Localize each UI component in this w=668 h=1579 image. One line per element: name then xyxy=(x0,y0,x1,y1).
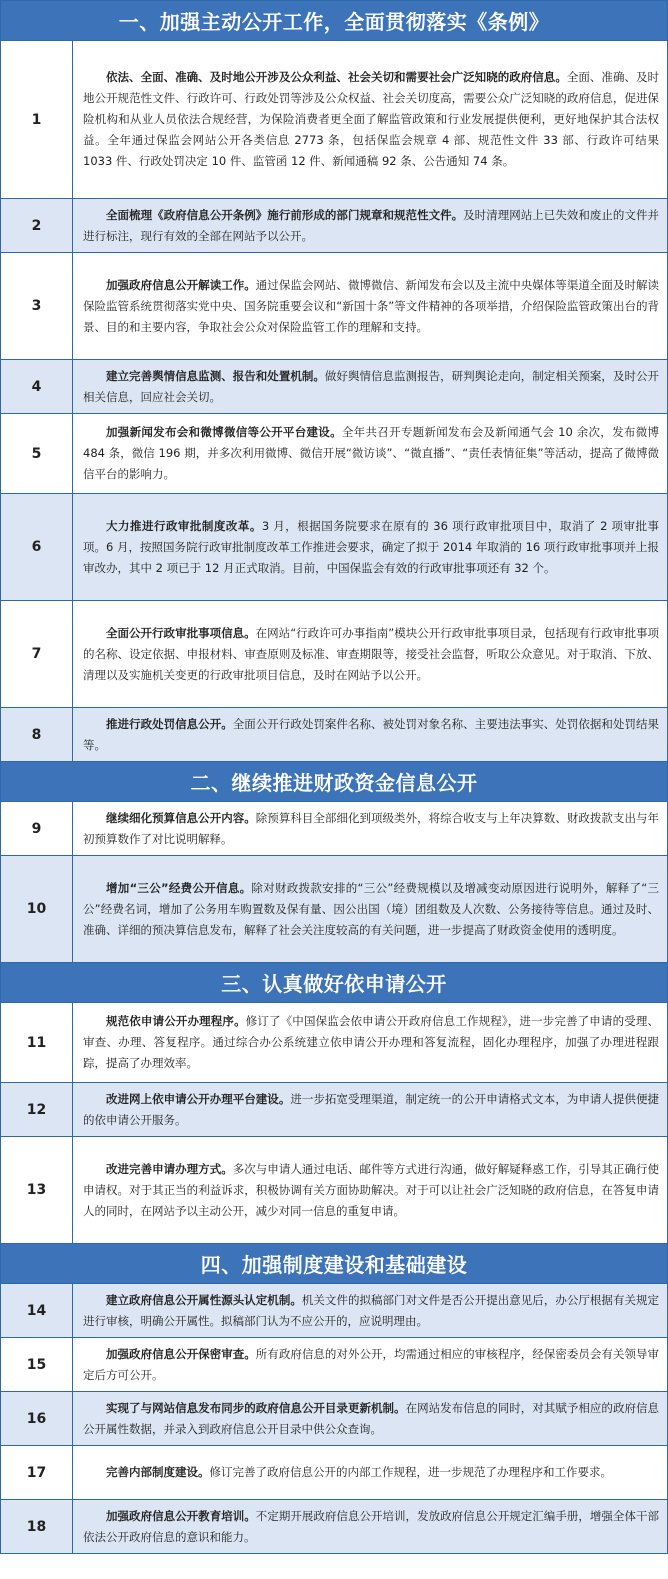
item-content xyxy=(73,1500,668,1554)
table-row xyxy=(1,1284,668,1338)
item-number: 5 xyxy=(1,414,73,494)
item-content xyxy=(73,856,668,963)
item-content xyxy=(73,601,668,708)
item-text: 在网站发布信息的同时，对其赋予相应的政府信息公开属性数据，并录入到政府信息公开目录中供公众查询。 xyxy=(83,1400,660,1436)
item-content xyxy=(73,1446,668,1500)
item-content xyxy=(73,199,668,253)
item-text: 3 月，根据国务院要求在原有的 36 项行政审批项目中，取消了 2 项审批事项。6 月，按照国务院行政审批制度改革工作推进会要求，确定了拟于 2014 年取消的 16 项行政审批事项并上报审改办，其中 2 项已于 12 月正式取消。目前，中国保监会有效的行政审批事项还有 32 个。 xyxy=(83,518,659,575)
item-text: 全面、准确、及时地公开规范性文件、行政许可、行政处罚等涉及公众权益、社会关切度高，需要公众广泛知晓的政府信息，促进保险机构和从业人员依法合规经营，为保险消费者更全面了解监管政策和行业发展提供便利，更好地保护其合法权益。全年通过保监会网站公开各类信息 2773 条，包括保监会规章 4 部、规范性文件 33 部、行政许可结果 1033 件、行政处罚决定 10 件、监管函 12 件、新闻通稿 92 条、公告通知 74 条。 xyxy=(83,70,660,168)
item-heading: 全面公开行政审批事项信息。 xyxy=(106,625,256,640)
item-heading: 改进网上依申请公开办理平台建设。 xyxy=(106,1091,291,1106)
item-number: 7 xyxy=(1,601,73,708)
item-content xyxy=(73,1284,668,1338)
table-row xyxy=(1,1392,668,1446)
item-content xyxy=(73,1338,668,1392)
item-heading: 推进行政处罚信息公开。 xyxy=(106,716,233,731)
item-number: 17 xyxy=(1,1446,73,1500)
item-number: 9 xyxy=(1,802,73,856)
table-row xyxy=(1,1446,668,1500)
item-heading: 全面梳理《政府信息公开条例》施行前形成的部门规章和规范性文件。 xyxy=(106,207,464,222)
item-number: 4 xyxy=(1,360,73,414)
item-heading: 建立政府信息公开属性源头认定机制。 xyxy=(106,1292,302,1307)
item-text: 所有政府信息的对外公开，均需通过相应的审核程序，经保密委员会有关领导审定后方可公开。 xyxy=(83,1346,660,1382)
item-number: 12 xyxy=(1,1083,73,1137)
item-content xyxy=(73,1137,668,1244)
item-heading: 加强政府信息公开教育培训。 xyxy=(106,1508,256,1523)
section-title: 四、加强制度建设和基础建设 xyxy=(1,1244,668,1284)
item-heading: 大力推进行政审批制度改革。 xyxy=(106,518,262,533)
item-heading: 依法、全面、准确、及时地公开涉及公众利益、社会关切和需要社会广泛知晓的政府信息。 xyxy=(106,70,567,84)
item-text: 除预算科目全部细化到项级类外，将综合收支与上年决算数、财政拨款支出与年初预算数作了对比说明解释。 xyxy=(83,810,660,846)
item-content xyxy=(73,1392,668,1446)
table-row xyxy=(1,1338,668,1392)
table-row xyxy=(1,856,668,963)
table-row xyxy=(1,414,668,494)
item-content xyxy=(73,360,668,414)
item-text: 不定期开展政府信息公开培训，发放政府信息公开规定汇编手册，增强全体干部依法公开政府信息的意识和能力。 xyxy=(83,1508,660,1544)
table-row xyxy=(1,199,668,253)
item-text: 机关文件的拟稿部门对文件是否公开提出意见后，办公厅根据有关规定进行审核，明确公开属性。拟稿部门认为不应公开的，应说明理由。 xyxy=(83,1292,660,1328)
item-text: 进一步拓宽受理渠道，制定统一的公开申请格式文本，为申请人提供便捷的依申请公开服务。 xyxy=(83,1091,659,1127)
item-heading: 建立完善舆情信息监测、报告和处置机制。 xyxy=(106,368,325,383)
table-row xyxy=(1,1003,668,1083)
item-text: 在网站“行政许可办事指南”模块公开行政审批事项目录，包括现有行政审批事项的名称、设定依据、申报材料、审查原则及标准、审查期限等，接受社会监督，听取公众意见。对于取消、下放、清理以及实施机关变更的行政审批项目信息，及时在网站予以公开。 xyxy=(83,625,659,682)
table-row xyxy=(1,494,668,601)
item-number: 3 xyxy=(1,253,73,360)
item-text: 全年共召开专题新闻发布会及新闻通气会 10 余次，发布微博 484 条，微信 196 期，并多次利用微博、微信开展“微访谈”、“微直播”、“责任表情征集”等活动，提高了微博微信平台的影响力。 xyxy=(83,425,659,481)
table-row xyxy=(1,1083,668,1137)
item-number: 14 xyxy=(1,1284,73,1338)
item-content xyxy=(73,253,668,360)
section-title: 二、继续推进财政资金信息公开 xyxy=(1,762,668,802)
item-content xyxy=(73,41,668,199)
section-title: 三、认真做好依申请公开 xyxy=(1,963,668,1003)
table-row xyxy=(1,360,668,414)
item-text: 全面公开行政处罚案件名称、被处罚对象名称、主要违法事实、处罚依据和处罚结果等。 xyxy=(83,716,659,752)
item-heading: 实现了与网站信息发布同步的政府信息公开目录更新机制。 xyxy=(106,1400,406,1415)
item-text: 修订完善了政府信息公开的内部工作规程，进一步规范了办理程序和工作要求。 xyxy=(209,1465,612,1479)
item-number: 18 xyxy=(1,1500,73,1554)
item-heading: 规范依申请公开办理程序。 xyxy=(106,1014,246,1028)
item-number: 8 xyxy=(1,708,73,762)
item-heading: 完善内部制度建设。 xyxy=(106,1465,210,1479)
table-row xyxy=(1,1137,668,1244)
item-content xyxy=(73,708,668,762)
table-row xyxy=(1,708,668,762)
item-number: 16 xyxy=(1,1392,73,1446)
item-heading: 继续细化预算信息公开内容。 xyxy=(106,810,256,825)
item-number: 11 xyxy=(1,1003,73,1083)
item-content xyxy=(73,414,668,494)
item-content xyxy=(73,1083,668,1137)
item-heading: 加强新闻发布会和微博微信等公开平台建设。 xyxy=(106,425,342,439)
table-row xyxy=(1,802,668,856)
item-text: 除对财政拨款安排的“三公”经费规模以及增减变动原因进行说明外，解释了“三公”经费名词，增加了公务用车购置数及保有量、因公出国（境）团组数及人次数、公务接待等信息。通过及时、准确、详细的预决算信息发布，解释了社会关注度较高的有关问题，进一步提高了财政资金使用的透明度。 xyxy=(83,880,659,937)
item-number: 15 xyxy=(1,1338,73,1392)
table-row xyxy=(1,601,668,708)
item-number: 6 xyxy=(1,494,73,601)
item-heading: 改进完善申请办理方式。 xyxy=(106,1161,233,1176)
item-heading: 加强政府信息公开保密审查。 xyxy=(106,1346,256,1361)
table-row xyxy=(1,253,668,360)
item-number: 10 xyxy=(1,856,73,963)
item-heading: 加强政府信息公开解读工作。 xyxy=(106,277,256,292)
item-text: 及时清理网站上已失效和废止的文件并进行标注，现行有效的全部在网站予以公开。 xyxy=(83,207,659,243)
item-heading: 增加“三公”经费公开信息。 xyxy=(106,880,252,895)
item-number: 1 xyxy=(1,41,73,199)
item-text: 做好舆情信息监测报告，研判舆论走向，制定相关预案，及时公开相关信息，回应社会关切。 xyxy=(83,368,659,404)
item-content xyxy=(73,1003,668,1083)
item-text: 修订了《中国保监会依申请公开政府信息工作规程》，进一步完善了申请的受理、审查、办理、答复程序。通过综合办公系统建立依申请公开办理和答复流程，固化办理程序，加强了办理进程跟踪，提高了办理效率。 xyxy=(83,1014,660,1070)
item-number: 2 xyxy=(1,199,73,253)
table-row xyxy=(1,41,668,199)
item-text: 通过保监会网站、微博微信、新闻发布会以及主流中央媒体等渠道全面及时解读保险监管系统贯彻落实党中央、国务院重要会议和“新国十条”等文件精神的各项举措，介绍保险监管政策出台的背景、目的和主要内容，争取社会公众对保险监管工作的理解和支持。 xyxy=(83,277,660,334)
item-text: 多次与申请人通过电话、邮件等方式进行沟通，做好解疑释惑工作，引导其正确行使申请权。对于其正当的利益诉求，积极协调有关方面协助解决。对于可以让社会广泛知晓的政府信息，在答复申请人的同时，在网站予以主动公开，减少对同一信息的重复申请。 xyxy=(83,1161,659,1218)
item-content xyxy=(73,494,668,601)
table-row xyxy=(1,1500,668,1554)
item-number: 13 xyxy=(1,1137,73,1244)
item-content xyxy=(73,802,668,856)
section-title: 一、加强主动公开工作，全面贯彻落实《条例》 xyxy=(1,1,668,41)
